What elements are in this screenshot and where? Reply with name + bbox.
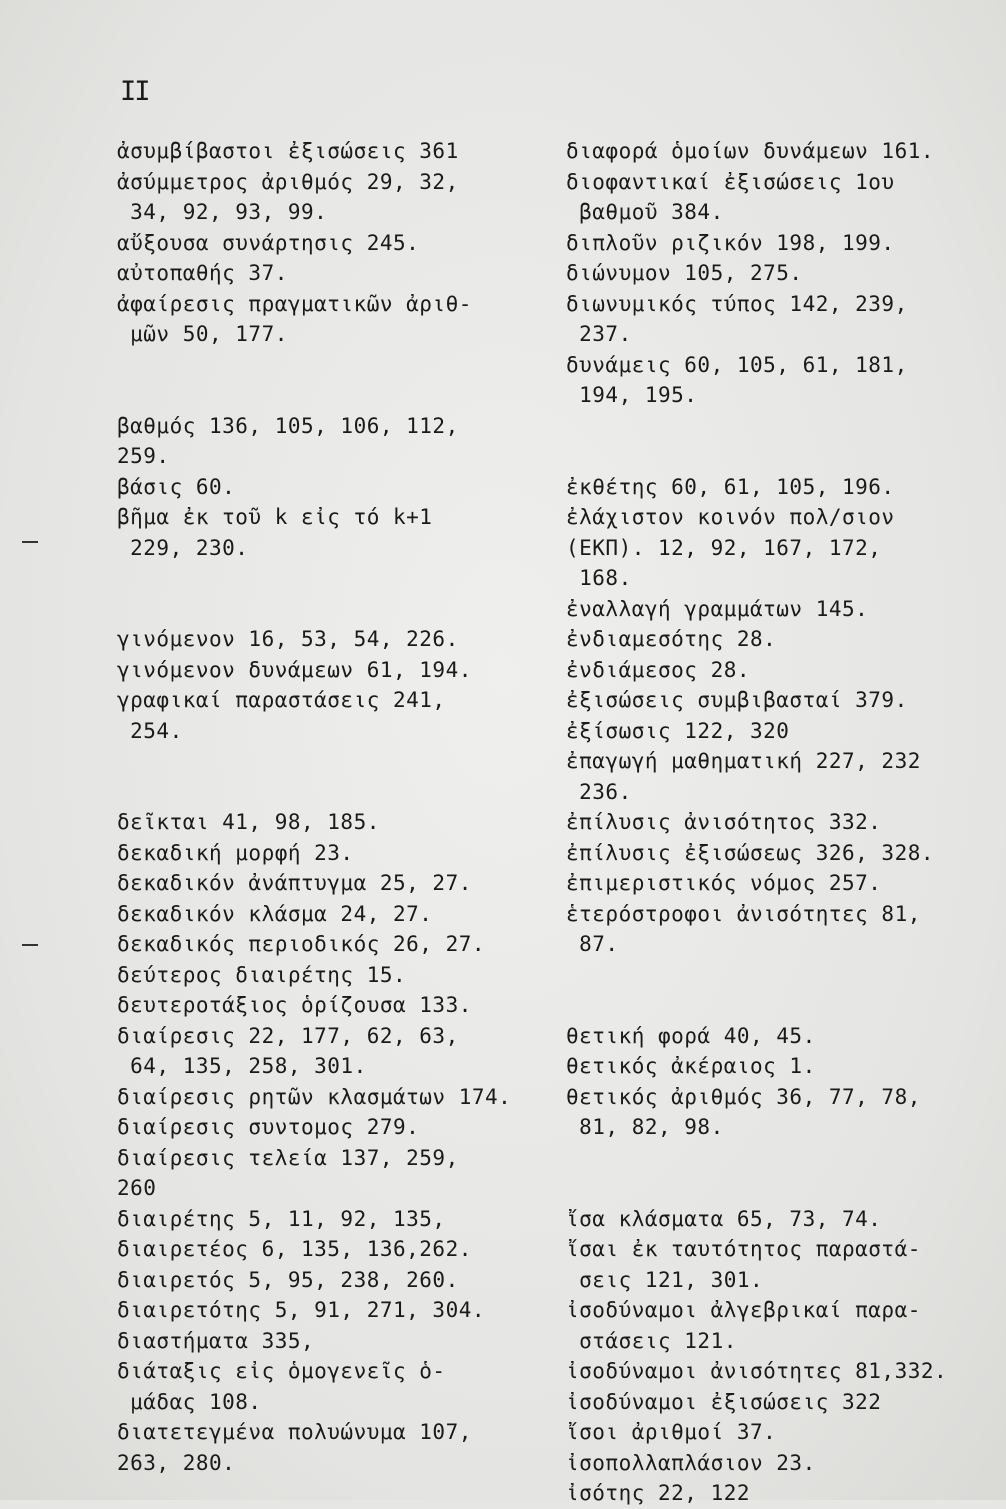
section-theta [566, 1021, 991, 1143]
index-entry: γινόμενον 16, 53, 54, 226. [117, 627, 459, 651]
index-entry: 237. [566, 322, 632, 346]
index-entry: διαιρετός 5, 95, 238, 260. [117, 1267, 459, 1292]
index-entry: ἀσύμμετρος ἀριθμός 29, 32, [117, 169, 459, 194]
index-entry: 254. [117, 718, 183, 743]
index-entry: ἐξίσωσις 122, 320 [566, 718, 790, 743]
index-entry: αὐτοπαθής 37. [117, 261, 288, 285]
index-entry: διαίρεσις συντομος 279. [117, 1115, 420, 1139]
index-entry: δεκαδικόν ἀνάπτυγμα 25, 27. [117, 871, 472, 895]
index-entry: ἐκθέτης 60, 61, 105, 196. [566, 474, 895, 499]
index-entry: διαιρετέος 6, 135, 136,262. [117, 1237, 472, 1261]
index-entry: ἀσυμβίβαστοι ἐξισώσεις 361 [117, 139, 459, 163]
margin-mark [22, 541, 38, 543]
index-entry: διαίρεσις τελεία 137, 259, [117, 1145, 459, 1170]
index-entry: ἑτερόστροφοι ἀνισότητες 81, [566, 901, 921, 926]
section-gamma [117, 624, 537, 746]
section-alpha [117, 136, 537, 350]
index-entry: ἐπιμεριστικός νόμος 257. [566, 871, 882, 895]
index-entry: 236. [566, 779, 632, 804]
index-entry: διαστήματα 335, [117, 1328, 315, 1353]
index-entry: θετικός ἀριθμός 36, 77, 78, [566, 1084, 921, 1109]
index-entry: διπλοῦν ριζικόν 198, 199. [566, 230, 895, 255]
index-entry: θετική φορά 40, 45. [566, 1023, 816, 1048]
index-entry: ἰσοδύναμοι ἀνισότητες 81,332. [566, 1359, 948, 1383]
page-number: II [120, 76, 149, 107]
index-entry: ἰσοδύναμοι ἀλγεβρικαί παρα- [566, 1298, 921, 1322]
index-entry: ἀφαίρεσις πραγματικῶν ἀριθ- [117, 291, 472, 316]
index-entry: (ΕΚΠ). 12, 92, 167, 172, [566, 535, 882, 560]
index-entry: δεκαδικός περιοδικός 26, 27. [117, 932, 486, 956]
index-entry: δευτεροτάξιος ὁρίζουσα 133. [117, 993, 472, 1017]
index-entry: ἐνδιάμεσος 28. [566, 657, 751, 682]
index-entry: διατετεγμένα πολυώνυμα 107, [117, 1420, 472, 1444]
index-entry: 64, 135, 258, 301. [117, 1054, 367, 1078]
index-entry: 81, 82, 98. [566, 1115, 724, 1139]
index-entry: βαθμός 136, 105, 106, 112, [117, 413, 459, 438]
index-entry: 229, 230. [117, 535, 249, 560]
index-entry: βῆμα ἐκ τοῦ k εἰς τό k+1 [117, 505, 433, 529]
index-entry: ἐπίλυσις ἀνισότητος 332. [566, 810, 882, 834]
index-entry: δεῖκται 41, 98, 185. [117, 810, 380, 834]
index-entry: μάδας 108. [117, 1389, 262, 1414]
index-entry: ἰσοδύναμοι ἐξισώσεις 322 [566, 1389, 882, 1414]
index-entry: διάταξις εἰς ὁμογενεῖς ὁ- [117, 1359, 446, 1383]
index-entry: σεις 121, 301. [566, 1267, 764, 1292]
section-delta [117, 807, 537, 1478]
index-entry: βάσις 60. [117, 474, 236, 499]
index-entry: ἐπίλυσις ἐξισώσεως 326, 328. [566, 840, 935, 865]
index-entry: διωνυμικός τύπος 142, 239, [566, 291, 908, 316]
index-entry: διαίρεσις 22, 177, 62, 63, [117, 1023, 459, 1048]
index-entry: στάσεις 121. [566, 1328, 737, 1353]
index-entry: ἴσα κλάσματα 65, 73, 74. [566, 1206, 882, 1231]
index-entry: διαιρετότης 5, 91, 271, 304. [117, 1298, 486, 1322]
index-entry: 87. [566, 932, 619, 956]
index-entry: δεκαδικόν κλάσμα 24, 27. [117, 901, 433, 926]
index-entry: διαίρεσις ρητῶν κλασμάτων 174. [117, 1084, 512, 1109]
index-entry: ἐναλλαγή γραμμάτων 145. [566, 596, 869, 621]
index-entry: διαιρέτης 5, 11, 92, 135, [117, 1206, 446, 1231]
section-iota [566, 1204, 991, 1509]
index-entry: δεκαδική μορφή 23. [117, 840, 354, 865]
index-entry: διώνυμον 105, 275. [566, 261, 803, 285]
index-entry: μῶν 50, 177. [117, 322, 288, 346]
index-entry: ἰσοπολλαπλάσιον 23. [566, 1450, 816, 1475]
index-entry: 168. [566, 566, 632, 590]
index-entry: ἐξισώσεις συμβιβασταί 379. [566, 688, 908, 712]
index-entry: ἐπαγωγή μαθηματική 227, 232 [566, 749, 921, 773]
index-entry: ἴσοι ἀριθμοί 37. [566, 1420, 777, 1444]
index-entry: 194, 195. [566, 383, 698, 407]
index-entry: αὔξουσα συνάρτησις 245. [117, 230, 420, 255]
index-entry: ἰσότης 22, 122 [566, 1481, 751, 1505]
right-column [566, 136, 991, 1509]
index-entry: γραφικαί παραστάσεις 241, [117, 688, 446, 712]
index-entry: δυνάμεις 60, 105, 61, 181, [566, 352, 908, 377]
index-entry: 34, 92, 93, 99. [117, 200, 328, 224]
index-entry: βαθμοῦ 384. [566, 200, 724, 224]
index-entry: 263, 280. [117, 1450, 236, 1475]
margin-mark [22, 944, 38, 946]
index-entry: 260 [117, 1176, 157, 1200]
left-column [117, 136, 537, 1478]
index-entry: ἐνδιαμεσότης 28. [566, 627, 777, 651]
section-delta-cont [566, 136, 991, 411]
section-epsilon [566, 472, 991, 960]
section-beta [117, 411, 537, 564]
index-entry: διοφαντικαί ἐξισώσεις 1ου [566, 169, 895, 194]
index-entry: διαφορά ὁμοίων δυνάμεων 161. [566, 139, 935, 163]
index-entry: ἐλάχιστον κοινόν πολ/σιον [566, 505, 895, 529]
index-entry: 259. [117, 444, 170, 468]
index-entry: θετικός ἀκέραιος 1. [566, 1054, 816, 1078]
index-entry: ἴσαι ἐκ ταυτότητος παραστά- [566, 1237, 921, 1261]
index-entry: γινόμενον δυνάμεων 61, 194. [117, 657, 472, 682]
index-entry: δεύτερος διαιρέτης 15. [117, 962, 407, 987]
